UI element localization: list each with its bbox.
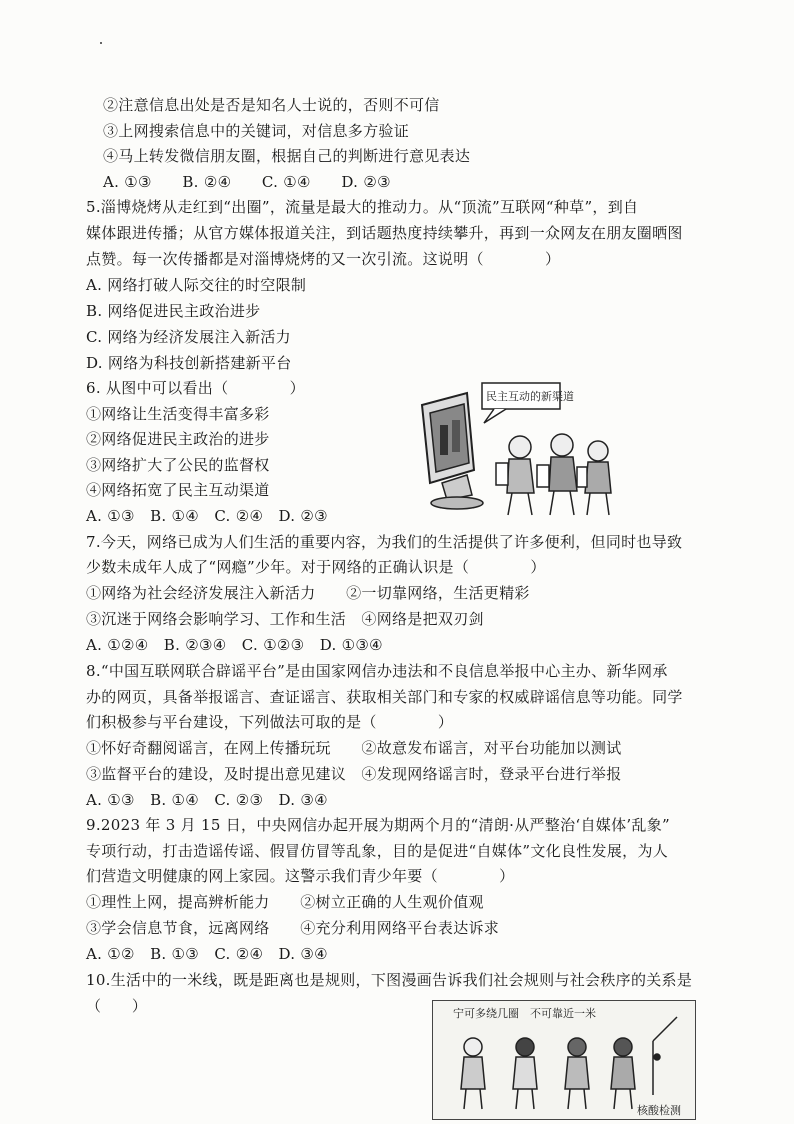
computer-monitor-icon [422,393,483,509]
option-a: A. 网络打破人际交往的时空限制 [86,276,307,294]
cartoon-one-meter-line [432,1000,696,1120]
text-line: ③学会信息节食，远离网络 ④充分利用网络平台表达诉求 [86,919,500,937]
cartoon-title: 宁可多绕几圈 不可靠近一米 [453,1007,596,1020]
speck [100,42,102,44]
option-d: D. 网络为科技创新搭建新平台 [86,354,292,372]
question-9: 9.2023 年 3 月 15 日，中央网信办起开展为期两个月的“清朗·从严整治‘自媒体’乱象” [86,816,670,834]
text-line: ④网络拓宽了民主互动渠道 [86,481,270,499]
text-line: 点赞。每一次传播都是对淄博烧烤的又一次引流。这说明（ ） [86,250,561,268]
text-line: ①怀好奇翻阅谣言，在网上传播玩玩 ②故意发布谣言，对平台功能加以测试 [86,739,622,757]
cartoon-internet-democracy [412,375,622,525]
question-7: 7.今天，网络已成为人们生活的重要内容，为我们的生活提供了许多便利，但同时也导致 [86,533,683,551]
text-line: 少数未成年人成了“网瘾”少年。对于网络的正确认识是（ ） [86,558,546,576]
question-10: 10.生活中的一米线，既是距离也是规则，下图漫画告诉我们社会规则与社会秩序的关系是 [86,971,693,989]
text-line: ③监督平台的建设，及时提出意见建议 ④发现网络谣言时，登录平台进行举报 [86,765,622,783]
sign-text: 民主互动的新渠道 [486,390,574,403]
text-line: 们积极参与平台建设，下列做法可取的是（ ） [86,713,454,731]
answer-options: A. ①③ B. ①④ C. ②④ D. ②③ [86,507,328,525]
sign-board [482,383,574,423]
answer-options: A. ①③ B. ①④ C. ②③ D. ③④ [86,791,328,809]
cartoon-caption: 核酸检测 [637,1104,681,1117]
text-line: ①理性上网，提高辨析能力 ②树立正确的人生观价值观 [86,893,484,911]
answer-options: A. ①③ B. ②④ C. ①④ D. ②③ [103,173,391,191]
question-8: 8.“中国互联网联合辟谣平台”是由国家网信办违法和不良信息举报中心主办、新华网承 [86,662,668,680]
text-line: ③上网搜索信息中的关键词，对信息多方验证 [103,122,410,140]
text-line: 办的网页，具备举报谣言、查证谣言、获取相关部门和专家的权威辟谣信息等功能。同学 [86,688,683,706]
people-figures [496,434,611,515]
question-6: 6. 从图中可以看出（ ） [86,379,305,397]
text-line: ③网络扩大了公民的监督权 [86,456,270,474]
question-5: 5.淄博烧烤从走红到“出圈”，流量是最大的推动力。从“顶流”互联网“种草”，到自 [86,198,639,216]
answer-options: A. ①②④ B. ②③④ C. ①②③ D. ①③④ [86,636,383,654]
text-line: ②网络促进民主政治的进步 [86,430,270,448]
text-line: ①网络让生活变得丰富多彩 [86,405,270,423]
option-c: C. 网络为经济发展注入新活力 [86,328,291,346]
text-line: 媒体跟进传播；从官方媒体报道关注，到话题热度持续攀升，再到一众网友在朋友圈晒图 [86,224,683,242]
text-line: 专项行动，打击造谣传谣、假冒仿冒等乱象，目的是促进“自媒体”文化良性发展，为人 [86,842,669,860]
text-line: ③沉迷于网络会影响学习、工作和生活 ④网络是把双刃剑 [86,610,484,628]
text-line: （ ） [86,997,148,1015]
text-line: ①网络为社会经济发展注入新活力 ②一切靠网络，生活更精彩 [86,584,530,602]
text-line: ④马上转发微信朋友圈，根据自己的判断进行意见表达 [103,147,471,165]
answer-options: A. ①② B. ①③ C. ②④ D. ③④ [86,945,328,963]
text-line: ②注意信息出处是否是知名人士说的，否则不可信 [103,96,440,114]
queue-figures [461,1017,677,1109]
text-line: 们营造文明健康的网上家园。这警示我们青少年要（ ） [86,867,515,885]
option-b: B. 网络促进民主政治进步 [86,302,261,320]
